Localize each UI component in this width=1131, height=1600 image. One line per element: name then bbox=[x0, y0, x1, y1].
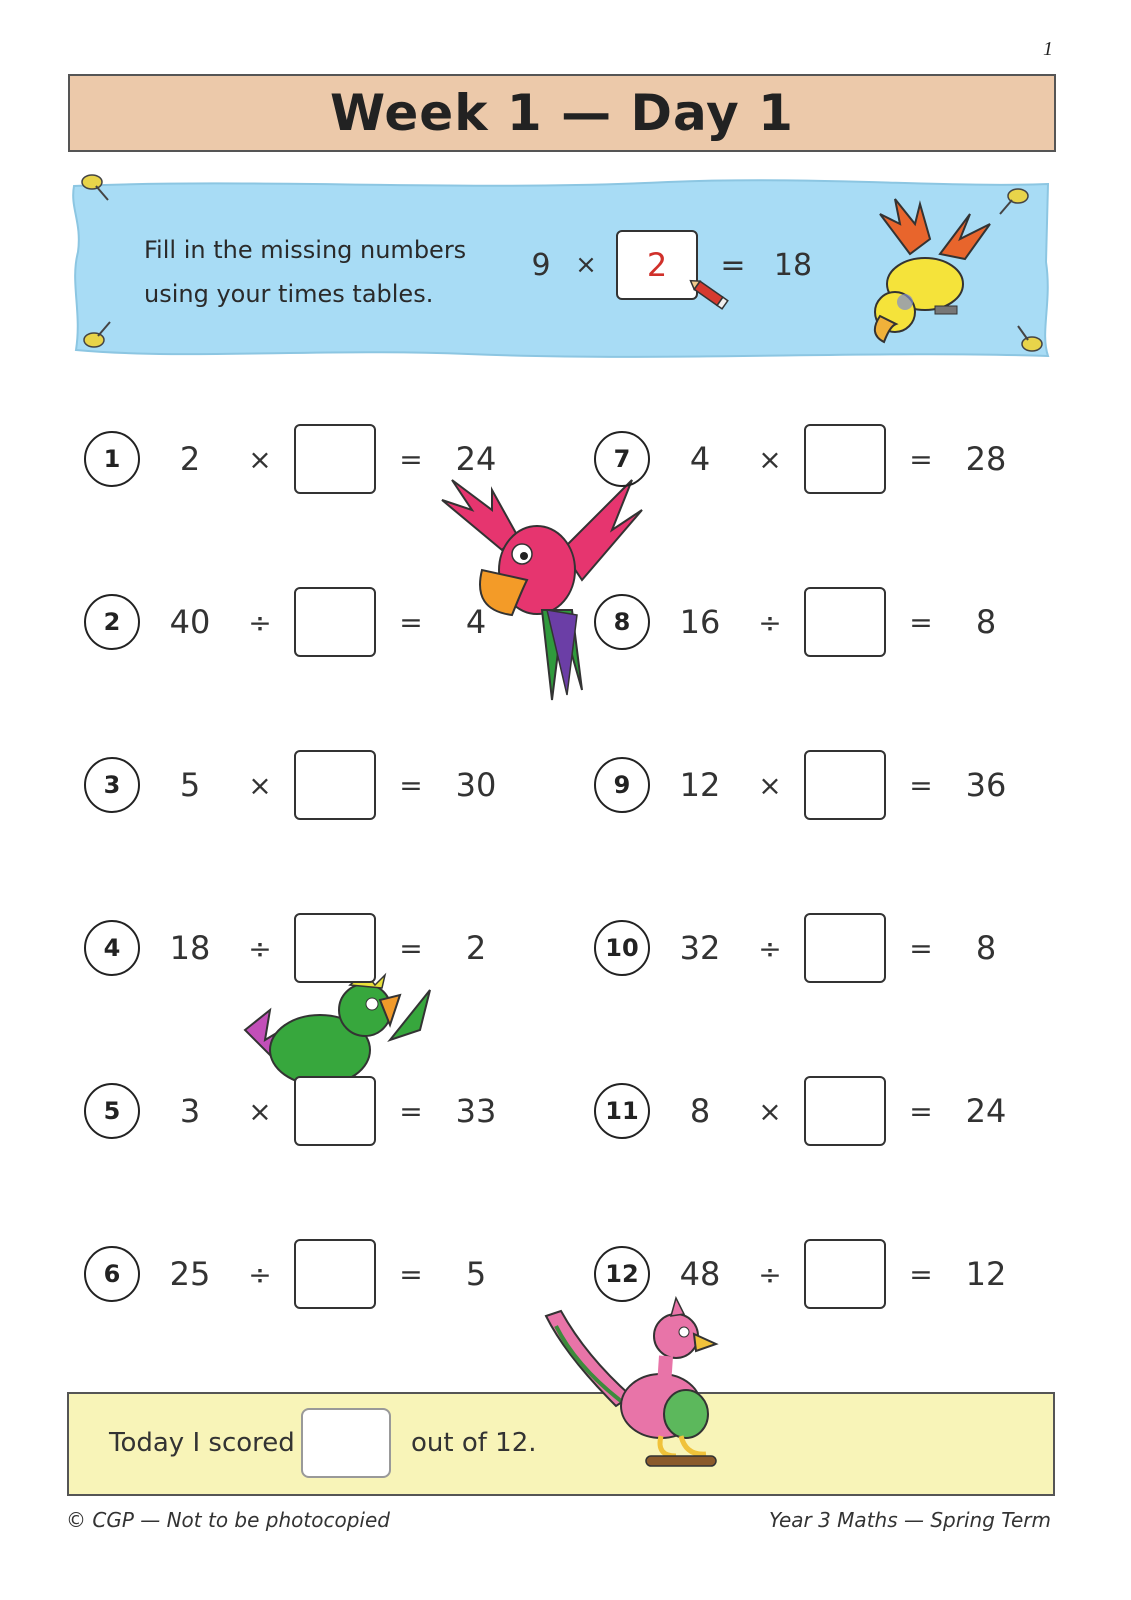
question-number: 2 bbox=[84, 594, 140, 650]
answer-box[interactable] bbox=[294, 1076, 376, 1146]
question-result: 33 bbox=[455, 1092, 497, 1130]
question-equals: = bbox=[909, 768, 933, 802]
question-operator: × bbox=[248, 1094, 272, 1128]
question-number: 1 bbox=[84, 431, 140, 487]
question-1 bbox=[84, 424, 506, 494]
answer-box[interactable] bbox=[804, 750, 886, 820]
example-answer-box bbox=[616, 230, 698, 300]
example-equals: = bbox=[720, 247, 746, 283]
question-equals: = bbox=[909, 442, 933, 476]
instruction-line-1: Fill in the missing numbers bbox=[144, 236, 467, 264]
question-number: 4 bbox=[84, 920, 140, 976]
instruction-banner bbox=[68, 172, 1064, 368]
page-number: 1 bbox=[1043, 38, 1053, 60]
question-number: 11 bbox=[594, 1083, 650, 1139]
question-equals: = bbox=[909, 1094, 933, 1128]
question-result: 2 bbox=[465, 929, 487, 967]
question-equals: = bbox=[399, 1094, 423, 1128]
question-3 bbox=[84, 750, 506, 820]
question-7 bbox=[594, 424, 1016, 494]
title-bar bbox=[68, 74, 1056, 152]
answer-box[interactable] bbox=[804, 587, 886, 657]
question-number: 3 bbox=[84, 757, 140, 813]
question-number: 9 bbox=[594, 757, 650, 813]
answer-box[interactable] bbox=[294, 750, 376, 820]
question-operand: 12 bbox=[679, 766, 721, 804]
example-answer: 2 bbox=[646, 246, 668, 284]
answer-box[interactable] bbox=[804, 1076, 886, 1146]
footer-copyright: © CGP — Not to be photocopied bbox=[66, 1508, 390, 1532]
question-operand: 18 bbox=[169, 929, 211, 967]
question-equals: = bbox=[399, 442, 423, 476]
answer-box[interactable] bbox=[294, 424, 376, 494]
worked-example bbox=[526, 230, 818, 300]
question-operator: ÷ bbox=[758, 931, 782, 965]
question-operand: 40 bbox=[169, 603, 211, 641]
question-operator: × bbox=[758, 442, 782, 476]
question-equals: = bbox=[909, 605, 933, 639]
question-operator: × bbox=[248, 768, 272, 802]
question-9 bbox=[594, 750, 1016, 820]
question-operand: 25 bbox=[169, 1255, 211, 1293]
question-6 bbox=[84, 1239, 506, 1309]
answer-box[interactable] bbox=[804, 424, 886, 494]
question-number: 12 bbox=[594, 1246, 650, 1302]
question-number: 8 bbox=[594, 594, 650, 650]
question-result: 5 bbox=[465, 1255, 487, 1293]
question-equals: = bbox=[909, 931, 933, 965]
question-equals: = bbox=[399, 768, 423, 802]
question-number: 5 bbox=[84, 1083, 140, 1139]
answer-box[interactable] bbox=[294, 913, 376, 983]
roadrunner-bird-icon bbox=[536, 1296, 736, 1490]
example-operator: × bbox=[575, 250, 597, 280]
score-input-box[interactable] bbox=[301, 1408, 391, 1478]
question-equals: = bbox=[399, 1257, 423, 1291]
question-5 bbox=[84, 1076, 506, 1146]
question-2 bbox=[84, 587, 506, 657]
question-operand: 3 bbox=[179, 1092, 201, 1130]
footer-course-label: Year 3 Maths — Spring Term bbox=[768, 1508, 1051, 1532]
question-number: 7 bbox=[594, 431, 650, 487]
question-operand: 32 bbox=[679, 929, 721, 967]
answer-box[interactable] bbox=[804, 913, 886, 983]
example-first-number: 9 bbox=[531, 247, 551, 283]
question-operator: ÷ bbox=[248, 931, 272, 965]
example-result: 18 bbox=[773, 247, 813, 283]
answer-box[interactable] bbox=[804, 1239, 886, 1309]
question-11 bbox=[594, 1076, 1016, 1146]
question-equals: = bbox=[399, 605, 423, 639]
question-operand: 16 bbox=[679, 603, 721, 641]
question-operator: × bbox=[758, 1094, 782, 1128]
question-result: 8 bbox=[975, 929, 997, 967]
question-operand: 8 bbox=[689, 1092, 711, 1130]
question-result: 24 bbox=[455, 440, 497, 478]
question-operator: ÷ bbox=[758, 605, 782, 639]
question-number: 6 bbox=[84, 1246, 140, 1302]
question-result: 36 bbox=[965, 766, 1007, 804]
question-4 bbox=[84, 913, 506, 983]
question-operator: × bbox=[248, 442, 272, 476]
question-operand: 5 bbox=[179, 766, 201, 804]
answer-box[interactable] bbox=[294, 587, 376, 657]
question-8 bbox=[594, 587, 1016, 657]
question-operator: ÷ bbox=[248, 605, 272, 639]
question-result: 4 bbox=[465, 603, 487, 641]
question-result: 8 bbox=[975, 603, 997, 641]
question-result: 24 bbox=[965, 1092, 1007, 1130]
question-result: 28 bbox=[965, 440, 1007, 478]
question-10 bbox=[594, 913, 1016, 983]
question-operator: ÷ bbox=[758, 1257, 782, 1291]
score-label: Today I scored bbox=[109, 1428, 295, 1458]
question-operator: ÷ bbox=[248, 1257, 272, 1291]
instruction-line-2: using your times tables. bbox=[144, 280, 434, 308]
question-operand: 48 bbox=[679, 1255, 721, 1293]
question-equals: = bbox=[909, 1257, 933, 1291]
score-total-label: out of 12. bbox=[411, 1428, 537, 1458]
question-result: 30 bbox=[455, 766, 497, 804]
instruction-text bbox=[144, 228, 466, 316]
answer-box[interactable] bbox=[294, 1239, 376, 1309]
question-equals: = bbox=[399, 931, 423, 965]
question-operator: × bbox=[758, 768, 782, 802]
question-operand: 4 bbox=[689, 440, 711, 478]
question-result: 12 bbox=[965, 1255, 1007, 1293]
page-title: Week 1 — Day 1 bbox=[330, 84, 794, 142]
question-number: 10 bbox=[594, 920, 650, 976]
question-operand: 2 bbox=[179, 440, 201, 478]
